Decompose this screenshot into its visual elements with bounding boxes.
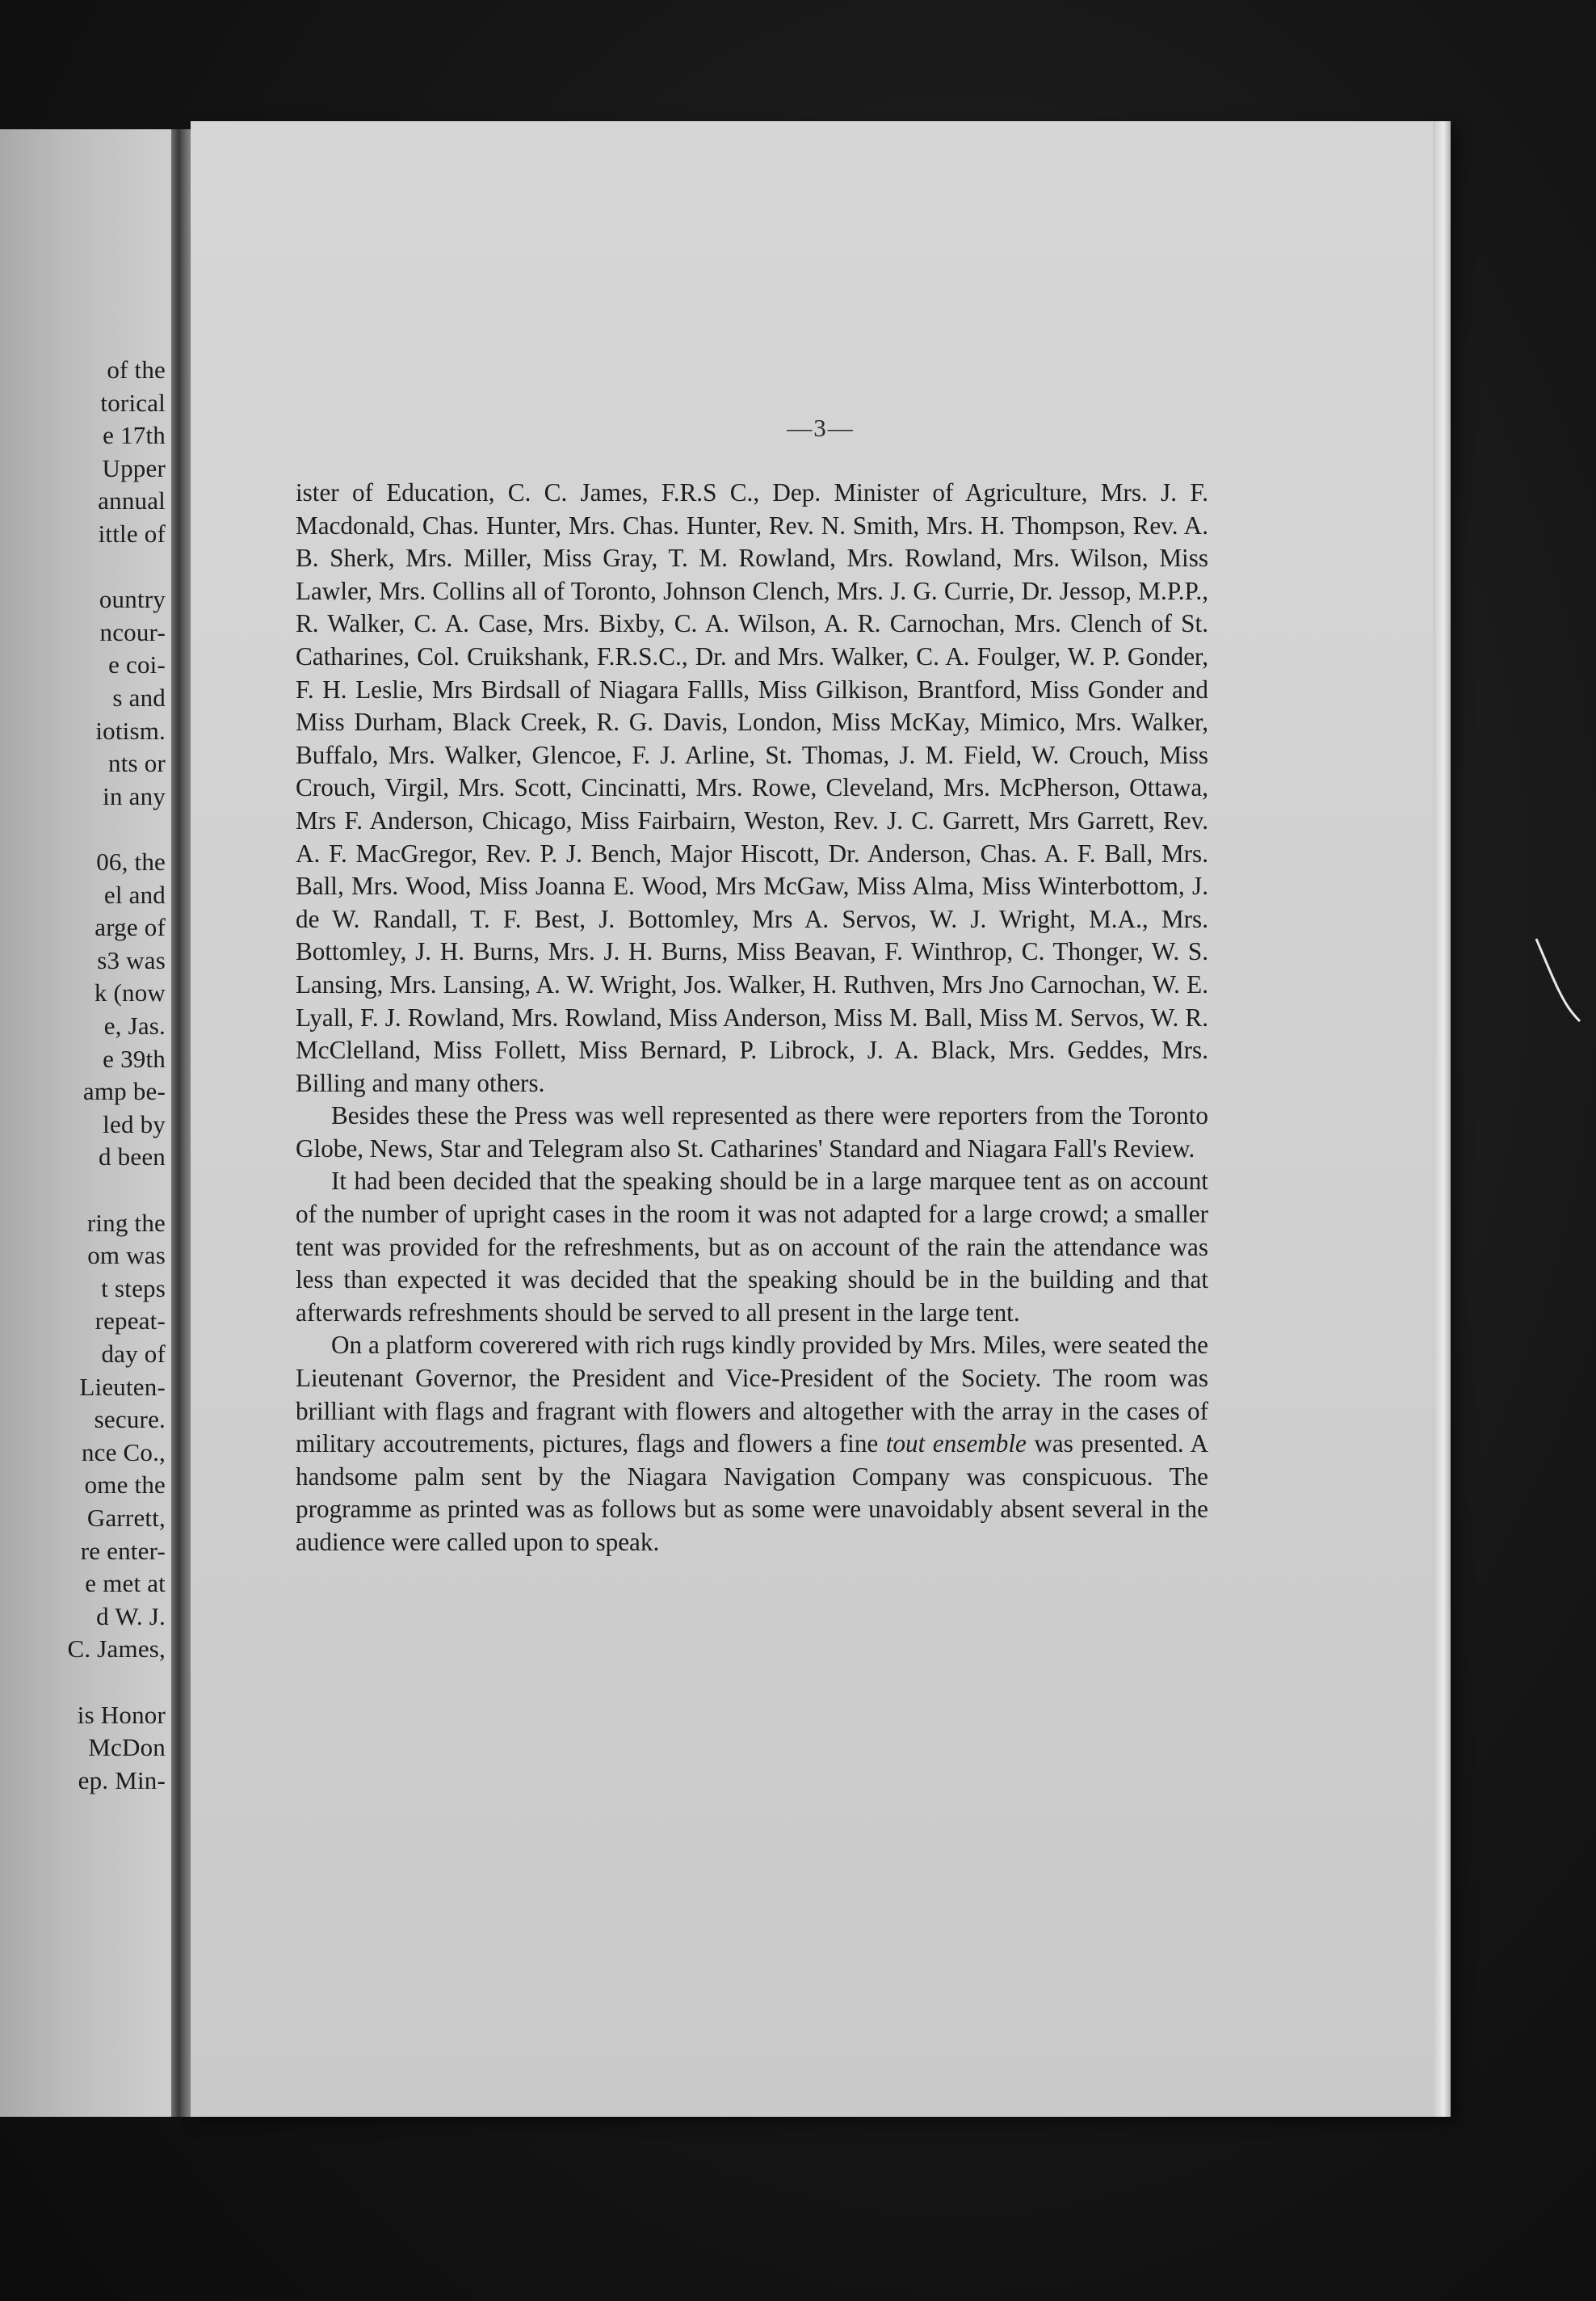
previous-page-line: e 39th [103,1044,166,1073]
previous-page-line: arge of [94,913,166,942]
previous-page-line: t steps [101,1273,166,1302]
page-number: —3— [787,414,855,442]
previous-page-line: s3 was [97,945,166,974]
attendee-list-paragraph: ister of Education, C. C. James, F.R.S C., Dep. Minister of Agriculture, Mrs. J. F. Macdonald, Chas. Hunter, Mrs. Chas. Hunter, Rev. N. Smith, Mrs. H. Thompson, Rev. A. B. Sherk, Mrs. Miller, Miss Gray, T. M. Rowland, Mrs. Rowland, Mrs. Wilson, Miss Lawler, Mrs. Collins all of Toronto, Johnson Clench, Mrs. J. G. Currie, Dr. Jessop, M.P.P., R. Walker, C. A. Case, Mrs. Bixby, C. A. Wilson, A. R. Carnochan, Mrs. Clench of St. Catharines, Col. Cruikshank, F.R.S.C., Dr. and Mrs. Walker, C. A. Foulger, W. P. Gonder, F. H. Leslie, Mrs Birdsall of Niagara Fallls, Miss Gilkison, Brantford, Miss Gonder and Miss Durham, Black Creek, R. G. Davis, London, Miss McKay, Mimico, Mrs. Walker, Buffalo, Mrs. Walker, Glencoe, F. J. Arline, St. Thomas, J. M. Field, W. Crouch, Miss Crouch, Virgil, Mrs. Scott, Cincinatti, Mrs. Rowe, Cleveland, Mrs. McPherson, Ottawa, Mrs F. Anderson, Chicago, Miss Fairbairn, Weston, Rev. J. C. Garrett, Mrs Garrett, Rev. A. F. MacGregor, Rev. P. J. Bench, Major Hiscott, Dr. Anderson, Chas. A. F. Ball, Mrs. Ball, Mrs. Wood, Miss Joanna E. Wood, Mrs McGaw, Miss Alma, Miss Winterbottom, J. de W. Randall, T. F. Best, J. Bottomley, Mrs A. Servos, W. J. Wright, M.A., Mrs. Bottomley, J. H. Burns, Mrs. J. H. Burns, Miss Beavan, F. Winthrop, C. Thonger, W. S. Lansing, Mrs. Lansing, A. W. Wright, Jos. Walker, H. Ruthven, Mrs Jno Carnochan, W. E. Lyall, F. J. Rowland, Mrs. Rowland, Miss Anderson, Miss M. Ball, Miss M. Servos, W. R. McClelland, Miss Follett, Miss Bernard, P. Librock, J. A. Black, Mrs. Geddes, Mrs. Billing and many others. [296,478,1208,1097]
previous-page-line: repeat- [94,1306,166,1336]
press-paragraph: Besides these the Press was well represented as there were reporters from the Toronto Globe, News, Star and Telegram also St. Catharines' Standard and Niagara Fall's Review. [296,1101,1208,1163]
current-page [191,121,1451,2117]
previous-page-line: el and [103,880,166,909]
platform-paragraph-start: On a platform coverered with rich rugs kindly provided by Mrs. Miles, were seated the Lieutenant Governor, the President and Vice-President of the Society. The room was brilliant with flags and fragrant with flowers and altogether with the array in the cases of military accoutrements, pictures, flags and flowers a fine [296,1331,1208,1458]
previous-page-line: torical [100,388,166,417]
previous-page-line: e 17th [103,421,166,450]
previous-page-line: ittle of [98,520,166,548]
previous-page-line: d W. J. [96,1601,166,1630]
previous-page-line: nce Co., [81,1437,166,1466]
previous-page-line: ountry [99,585,166,614]
previous-page-line: McDon [88,1733,166,1762]
previous-page-line: C. James, [67,1634,166,1664]
previous-page-line: annual [98,486,166,515]
previous-page-line: e coi- [108,650,166,679]
previous-page-line: 06, the [96,848,166,876]
platform-paragraph [296,1329,1208,1559]
previous-page-line: iotism. [95,716,166,745]
previous-page-line: Upper [102,453,166,482]
page-edge [1433,121,1451,2117]
previous-page-line: in any [103,781,166,810]
previous-page-line: ome the [84,1470,166,1500]
previous-page-line: ep. Min- [78,1765,166,1794]
book-gutter [171,129,192,2117]
previous-page-line: is Honor [77,1700,166,1729]
previous-page-line: nts or [108,749,166,778]
previous-page-fragment [0,129,174,2117]
previous-page-line: Garrett, [86,1504,166,1532]
previous-page-line: d been [99,1142,166,1172]
previous-page-line: k (now [94,978,166,1007]
previous-page-line: om was [87,1241,166,1270]
italic-phrase: tout ensemble [885,1429,1027,1458]
previous-page-line: re enter- [80,1536,166,1565]
previous-page-line: Lieuten- [79,1372,166,1401]
marquee-tent-paragraph: It had been decided that the speaking should be in a large marquee tent as on account of the number of upright cases in the room it was not adapted for a large crowd; a smaller tent was provided for the refreshments, but as on account of the rain the attendance was less than expected it was decided that the speaking should be in the building and that afterwards refreshments should be served to all present in the large tent. [296,1167,1208,1327]
previous-page-line: e met at [85,1569,166,1598]
platform-paragraph-end: was presented. A handsome palm sent by the Niagara Navigation Company was conspicuous. The programme as printed was as follows but as some were unavoidably absent several in the audience were called upon to speak. [296,1429,1208,1556]
previous-page-line: secure. [94,1405,166,1434]
page-body-text [296,477,1208,1559]
previous-page-line: of the [107,355,166,384]
previous-page-line: led by [103,1109,166,1138]
previous-page-line: e, Jas. [103,1012,166,1040]
previous-page-line: day of [101,1340,166,1368]
previous-page-line: ring the [86,1208,166,1237]
previous-page-line: s and [112,684,166,712]
stray-thread-mark [1535,937,1583,1026]
previous-page-line: ncour- [99,617,166,646]
previous-page-line: amp be- [82,1077,166,1106]
